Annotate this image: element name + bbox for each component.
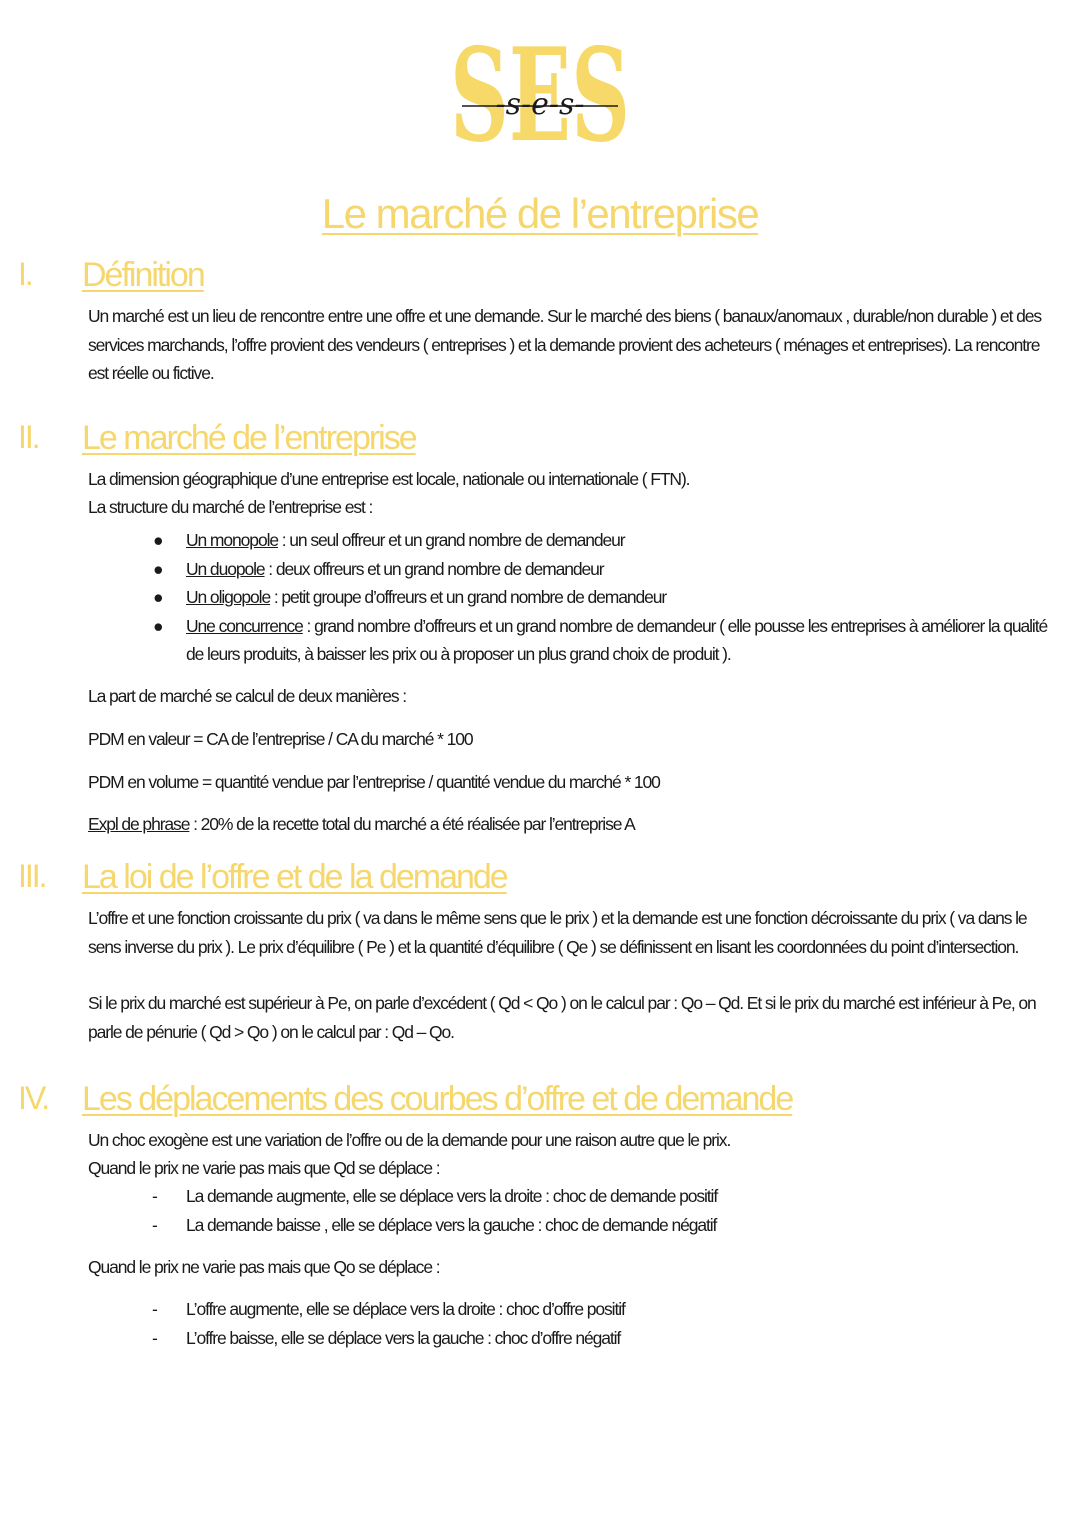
list-item-term: Un oligopole xyxy=(186,587,271,607)
ses-logo-big-text: SES xyxy=(450,22,630,157)
ses-logo-small-text: -s-e-s- xyxy=(495,87,585,122)
list-item-term: Un duopole xyxy=(186,558,265,579)
list-item-term: Une concurrence xyxy=(186,615,303,636)
bullet-icon: ● xyxy=(153,530,163,550)
list-item-text: : un seul offreur et un grand nombre de demandeur xyxy=(278,530,625,550)
list-item-text: La demande augmente, elle se déplace vers la droite : choc de demande positif xyxy=(186,1186,718,1206)
list-item-text: La demande baisse , elle se déplace vers la gauche : choc de demande négatif xyxy=(186,1214,717,1235)
list-item xyxy=(0,1182,1080,1211)
bullet-icon: ● xyxy=(153,587,163,607)
section-title: Définition xyxy=(82,256,204,294)
pdm-volume-formula: PDM en volume = quantité vendue par l’entreprise / quantité vendue du marché * 100 xyxy=(88,772,660,792)
list-item-term: Un monopole xyxy=(186,530,278,550)
market-structure-list xyxy=(0,526,1080,669)
pdm-valeur-formula: PDM en valeur = CA de l’entreprise / CA du marché * 100 xyxy=(88,729,473,749)
qo-intro-line: Quand le prix ne varie pas mais que Qo se déplace : xyxy=(88,1257,440,1277)
section-title: La loi de l’offre et de la demande xyxy=(82,858,507,896)
qd-intro-line: Quand le prix ne varie pas mais que Qd se déplace : xyxy=(88,1158,440,1178)
list-item-text: L’offre baisse, elle se déplace vers la gauche : choc d’offre négatif xyxy=(186,1327,621,1348)
demand-shift-list xyxy=(0,1182,1080,1239)
example-sentence xyxy=(88,810,635,838)
choc-definition-line: Un choc exogène est une variation de l’offre ou de la demande pour une raison autre que le prix. xyxy=(88,1130,731,1150)
loi-paragraph-2: Si le prix du marché est supérieur à Pe, on parle d’excédent ( Qd < Qo ) on le calcul par : Qo – Qd. Et si le prix du marché est inférieur à Pe, on parle de pénurie ( Qd > Qo ) on le calcul par : Qd – Qo. xyxy=(88,993,1036,1042)
dash-icon: - xyxy=(152,1214,157,1235)
definition-paragraph: Un marché est un lieu de rencontre entre une offre et une demande. Sur le marché des biens ( banaux/anomaux , durable/non durable ) et des services marchands, l’offre provient des vendeurs ( entreprises ) et la demande provient des acheteurs ( ménages et entreprises). La rencontre est réelle ou fictive. xyxy=(88,306,1042,383)
ses-logo xyxy=(440,22,640,157)
list-item xyxy=(0,526,1056,555)
section-title: Les déplacements des courbes d’offre et de demande xyxy=(82,1080,793,1118)
list-item-text: : grand nombre d’offreurs et un grand nombre de demandeur ( elle pousse les entreprises à améliorer la qualité de leurs produits, à baisser les prix ou à proposer un plus grand choix de produit ). xyxy=(186,615,1048,664)
list-item xyxy=(0,583,1056,612)
list-item-text: : deux offreurs et un grand nombre de demandeur xyxy=(264,558,604,579)
loi-paragraph-1: L’offre et une fonction croissante du prix ( va dans le même sens que le prix ) et la demande est une fonction décroissante du prix ( va dans le sens inverse du prix ). Le prix d’équilibre ( Pe ) et la quantité d’équilibre ( Qe ) se définissent en lisant les coordonnées du point d’intersection. xyxy=(88,908,1027,957)
list-item xyxy=(0,612,1056,669)
list-item xyxy=(0,555,1056,584)
dash-icon: - xyxy=(152,1186,157,1206)
example-text: : 20% de la recette total du marché a été réalisée par l’entreprise A xyxy=(189,814,635,834)
list-item xyxy=(0,1295,1080,1324)
dash-icon: - xyxy=(152,1299,157,1319)
list-item xyxy=(0,1324,1080,1353)
supply-shift-list xyxy=(0,1295,1080,1352)
structure-intro-line: La structure du marché de l’entreprise est : xyxy=(88,497,373,517)
bullet-icon: ● xyxy=(153,615,163,636)
list-item-text: L’offre augmente, elle se déplace vers la droite : choc d’offre positif xyxy=(186,1299,625,1319)
list-item-text: : petit groupe d’offreurs et un grand nombre de demandeur xyxy=(270,587,667,607)
section-number: III. xyxy=(18,858,46,894)
section-number: II. xyxy=(18,419,39,455)
list-item xyxy=(0,1211,1080,1240)
bullet-icon: ● xyxy=(153,558,163,579)
section-number: IV. xyxy=(18,1080,49,1116)
dimension-line: La dimension géographique d’une entreprise est locale, nationale ou internationale ( FTN). xyxy=(88,469,690,489)
example-label: Expl de phrase xyxy=(88,814,190,834)
page-title: Le marché de l’entreprise xyxy=(321,190,759,237)
section-title: Le marché de l’entreprise xyxy=(82,419,416,457)
section-number: I. xyxy=(18,256,32,292)
dash-icon: - xyxy=(152,1327,157,1348)
ses-logo-graphic xyxy=(440,22,640,157)
pdm-intro-line: La part de marché se calcul de deux manières : xyxy=(88,686,407,706)
